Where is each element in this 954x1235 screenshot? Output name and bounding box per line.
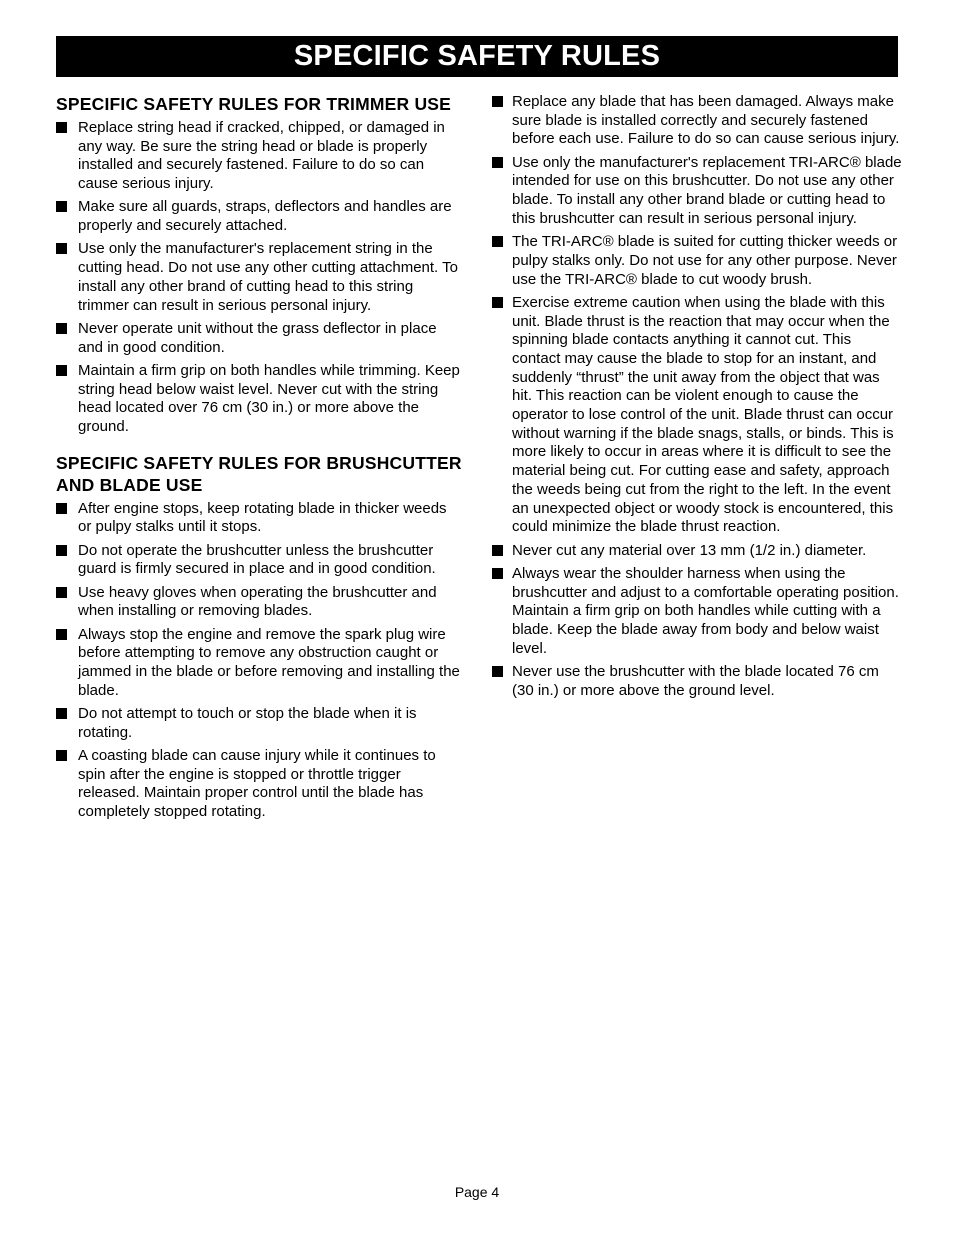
list-item (492, 663, 902, 700)
page-number: Page 4 (454, 1184, 500, 1200)
list-item (492, 294, 902, 537)
list-item (492, 154, 902, 229)
bullet-square-icon (56, 323, 67, 334)
list-item (56, 362, 462, 437)
list-item (56, 240, 462, 315)
list-item (492, 233, 902, 289)
trimmer-rules-heading: SPECIFIC SAFETY RULES FOR TRIMMER USE (56, 94, 452, 114)
rule-text: Do not attempt to touch or stop the blade when it is rotating. (78, 705, 417, 741)
list-item (492, 93, 902, 149)
bullet-square-icon (56, 365, 67, 376)
list-item (56, 198, 462, 235)
bullet-square-icon (56, 629, 67, 640)
rule-text: Use only the manufacturer's replacement TRI-ARC® blade intended for use on this brushcutter. Do not use any other blade. To install any other brand blade or cutting head to this brushcutter can result in serious personal injury. (512, 153, 902, 227)
page-title: SPECIFIC SAFETY RULES (56, 36, 898, 77)
rule-text: Use heavy gloves when operating the brushcutter and when installing or removing blades. (78, 583, 437, 620)
brushcutter-rules-heading: SPECIFIC SAFETY RULES FOR BRUSHCUTTER AND BLADE USE (56, 452, 462, 495)
list-item (56, 584, 462, 621)
blade-rules-list (492, 93, 902, 700)
rule-text: Never use the brushcutter with the blade located 76 cm (30 in.) or more above the ground level. (512, 662, 879, 699)
list-item (56, 542, 462, 579)
rule-text: The TRI-ARC® blade is suited for cutting thicker weeds or pulpy stalks only. Do not use for any other purpose. Never use the TRI-ARC® blade to cut woody brush. (512, 233, 898, 288)
bullet-square-icon (56, 750, 67, 761)
list-item (56, 626, 462, 701)
bullet-square-icon (56, 503, 67, 514)
rule-text: Use only the manufacturer's replacement string in the cutting head. Do not use any other cutting attachment. To install any other brand of cutting head to this string trimmer can result in serious personal injury. (78, 240, 458, 314)
bullet-square-icon (492, 157, 503, 168)
rule-text: Maintain a firm grip on both handles while trimming. Keep string head below waist level. Never cut with the string head located over 76 cm (30 in.) or more above the ground. (78, 361, 460, 435)
right-column (492, 93, 902, 705)
list-item (56, 119, 462, 194)
bullet-square-icon (492, 545, 503, 556)
bullet-square-icon (492, 666, 503, 677)
list-item (56, 747, 462, 822)
list-item (492, 542, 902, 561)
rule-text: Replace string head if cracked, chipped, or damaged in any way. Be sure the string head or blade is properly installed and securely fastened. Failure to do so can cause serious injury. (78, 119, 445, 193)
rule-text: Never cut any material over 13 mm (1/2 in.) diameter. (512, 541, 867, 559)
left-column (56, 93, 462, 826)
trimmer-rules-list (56, 119, 462, 437)
rule-text: Do not operate the brushcutter unless the brushcutter guard is firmly secured in place and in good condition. (78, 541, 436, 578)
rule-text: Replace any blade that has been damaged. Always make sure blade is installed correctly and securely fastened before each use. Failure to do so can cause serious injury. (512, 93, 900, 148)
rule-text: After engine stops, keep rotating blade in thicker weeds or pulpy stalks until it stops. (78, 499, 447, 536)
bullet-square-icon (56, 243, 67, 254)
bullet-square-icon (56, 122, 67, 133)
bullet-square-icon (492, 297, 503, 308)
bullet-square-icon (56, 587, 67, 598)
rule-text: Make sure all guards, straps, deflectors and handles are properly and securely attached. (78, 198, 452, 235)
bullet-square-icon (56, 545, 67, 556)
brushcutter-rules-list (56, 500, 462, 822)
list-item (56, 705, 462, 742)
rule-text: A coasting blade can cause injury while it continues to spin after the engine is stopped or throttle trigger released. Maintain proper control until the blade has completely stopped rotating. (78, 747, 436, 821)
bullet-square-icon (56, 708, 67, 719)
rule-text: Always wear the shoulder harness when using the brushcutter and adjust to a comfortable operating position. Maintain a firm grip on both handles while cutting with a blade. Keep the blade away from body and below waist level. (512, 564, 899, 657)
rule-text: Always stop the engine and remove the spark plug wire before attempting to remove any obstruction caught or jammed in the blade or before removing and installing the blade. (78, 625, 460, 699)
rule-text: Never operate unit without the grass deflector in place and in good condition. (78, 319, 437, 356)
list-item (56, 320, 462, 357)
rule-text: Exercise extreme caution when using the blade with this unit. Blade thrust is the reaction that may occur when the spinning blade contacts anything it cannot cut. This contact may cause the blade to stop for an instant, and suddenly “thrust” the unit away from the object that was hit. This reaction can be violent enough to cause the operator to lose control of the unit. Blade thrust can occur without warning if the blade snags, stalls, or binds. This is more likely to occur in areas where it is difficult to see the material being cut. For cutting ease and safety, approach the weeds being cut from the right to the left. In the event an unexpected object or woody stock is encountered, this could minimize the blade thrust reaction. (512, 293, 894, 536)
list-item (56, 500, 462, 537)
bullet-square-icon (492, 96, 503, 107)
bullet-square-icon (56, 201, 67, 212)
list-item (492, 565, 902, 659)
bullet-square-icon (492, 236, 503, 247)
bullet-square-icon (492, 568, 503, 579)
